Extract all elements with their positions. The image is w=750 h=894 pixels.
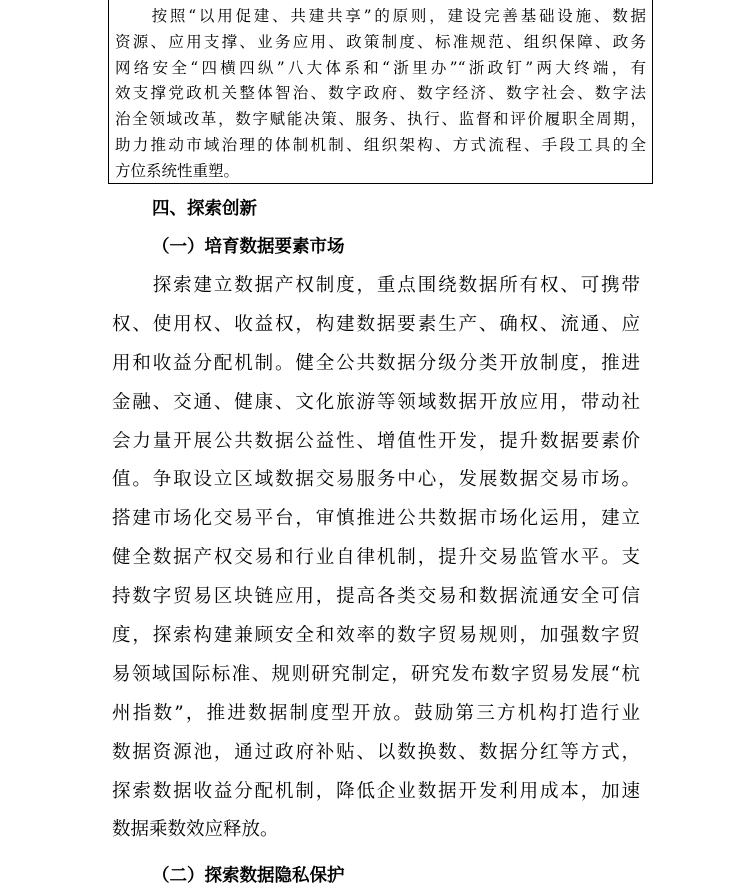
boxed-line: 效支撑党政机关整体智治、数字政府、数字经济、数字社会、数字法 [115,84,646,103]
boxed-line: 助力推动市域治理的体制机制、组织架构、方式流程、手段工具的全 [115,135,646,154]
paragraph-line: 度，探索构建兼顾安全和效率的数字贸易规则，加强数字贸 [112,625,640,647]
boxed-line: 按照“以用促建、共建共享”的原则，建设完善基础设施、数据 [115,7,646,25]
paragraph-line: 会力量开展公共数据公益性、增值性开发，提升数据要素价 [112,430,640,452]
paragraph-line: 易领域国际标准、规则研究制定，研究发布数字贸易发展“杭 [112,663,640,685]
boxed-line: 资源、应用支撑、业务应用、政策制度、标准规范、组织保障、政务 [115,32,646,51]
boxed-paragraph [108,0,653,184]
paragraph-line: 用和收益分配机制。健全公共数据分级分类开放制度，推进 [112,352,640,374]
paragraph-line: 探索建立数据产权制度，重点围绕数据所有权、可携带 [112,275,640,296]
boxed-line: 治全领域改革，数字赋能决策、服务、执行、监督和评价履职全周期， [115,110,646,129]
boxed-line: 网络安全“四横四纵”八大体系和“浙里办”“浙政钉”两大终端，有 [115,58,646,77]
paragraph-line: 健全数据产权交易和行业自律机制，提升交易监管水平。支 [112,547,640,569]
boxed-line: 方位系统性重塑。 [115,161,240,180]
paragraph-line: 数据资源池，通过政府补贴、以数换数、数据分红等方式， [112,741,640,763]
paragraph-data-market [112,267,640,850]
paragraph-line: 金融、交通、健康、文化旅游等领域数据开放应用，带动社 [112,391,640,413]
subheading-data-privacy: （二）探索数据隐私保护 [152,866,345,886]
paragraph-line: 权、使用权、收益权，构建数据要素生产、确权、流通、应 [112,313,640,335]
subheading-data-market: （一）培育数据要素市场 [152,237,345,257]
section-heading: 四、探索创新 [152,199,257,219]
paragraph-line: 州指数”，推进数据制度型开放。鼓励第三方机构打造行业 [112,702,640,724]
paragraph-line: 持数字贸易区块链应用，提高各类交易和数据流通安全可信 [112,586,640,608]
paragraph-line: 探索数据收益分配机制，降低企业数据开发利用成本，加速 [112,780,640,802]
paragraph-line: 数据乘数效应释放。 [112,819,279,841]
paragraph-line: 搭建市场化交易平台，审慎推进公共数据市场化运用，建立 [112,508,640,530]
paragraph-line: 值。争取设立区域数据交易服务中心，发展数据交易市场。 [112,469,640,491]
